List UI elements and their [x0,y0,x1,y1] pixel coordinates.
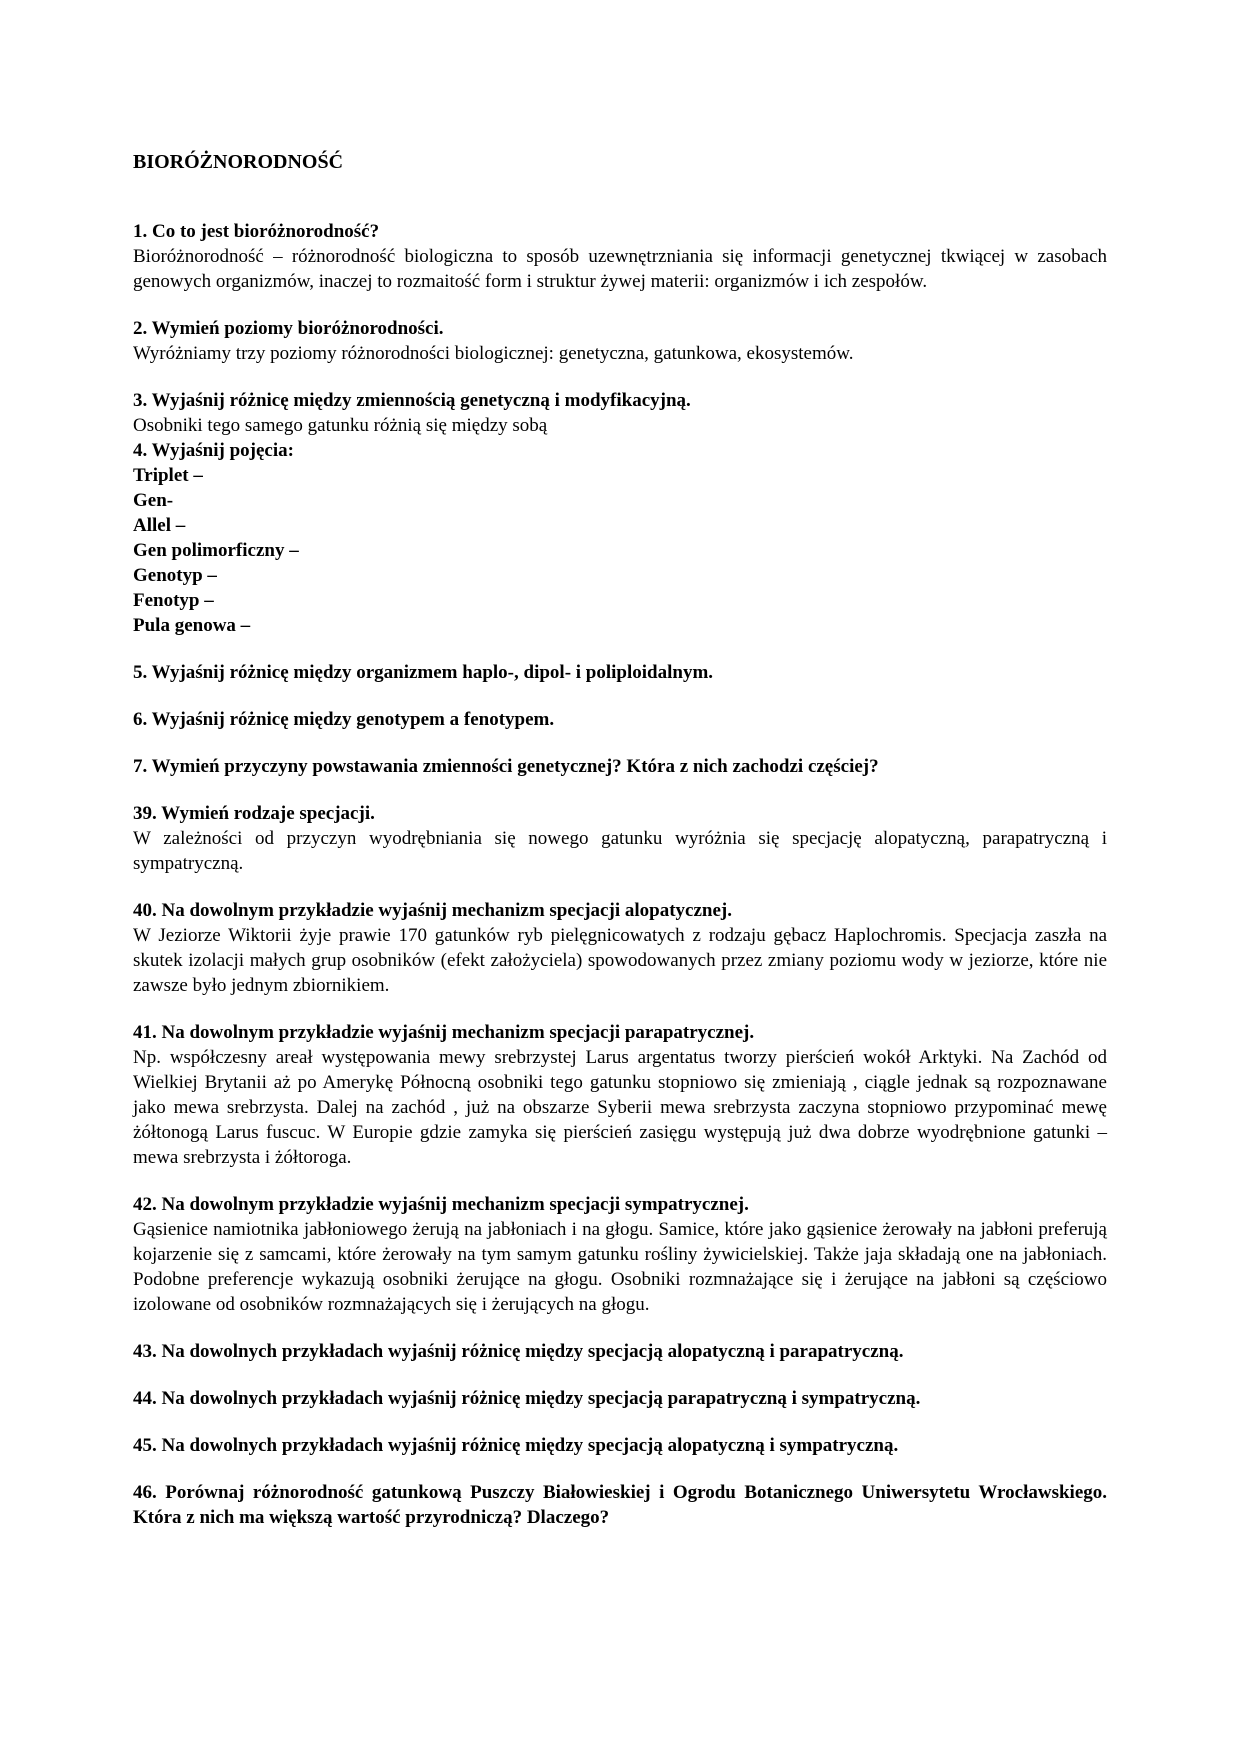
question-2-answer: Wyróżniamy trzy poziomy różnorodności biologicznej: genetyczna, gatunkowa, ekosystemów. [133,343,854,364]
question-45 [133,1433,1107,1458]
question-42-answer: Gąsienice namiotnika jabłoniowego żerują na jabłoniach i na głogu. Samice, które jako gąsienice żerowały na jabłoni preferują kojarzenie się z samcami, które żerowały na tym samym gatunku rośliny żywicielskiej. Także jaja składają one na jabłoniach. Podobne preferencje wykazują osobniki żerujące na głogu. Osobniki rozmnażające się i żerujące na jabłoni są częściowo izolowane od osobników rozmnażających się i żerujących na głogu. [133,1219,1107,1315]
document-title: BIORÓŻNORODNOŚĆ [133,151,344,173]
question-44 [133,1386,1107,1411]
term-fenotyp: Fenotyp – [133,590,214,611]
question-1-answer: Bioróżnorodność – różnorodność biologiczna to sposób uzewnętrzniania się informacji genetycznej tkwiącej w zasobach genowych organizmów, inaczej to rozmaitość form i struktur żywej materii: organizmów i ich zespołów. [133,246,1107,292]
question-6-heading: 6. Wyjaśnij różnicę między genotypem a fenotypem. [133,709,555,730]
question-43-heading: 43. Na dowolnych przykładach wyjaśnij różnicę między specjacją alopatyczną i parapatryczną. [133,1341,904,1362]
question-41 [133,1020,1107,1170]
question-46-heading: 46. Porównaj różnorodność gatunkową Puszczy Białowieskiej i Ogrodu Botanicznego Uniwersytetu Wrocławskiego. Która z nich ma większą wartość przyrodniczą? Dlaczego? [133,1482,1107,1528]
question-2 [133,316,1107,366]
question-39-heading: 39. Wymień rodzaje specjacji. [133,803,375,824]
question-7-heading: 7. Wymień przyczyny powstawania zmienności genetycznej? Która z nich zachodzi częściej? [133,756,879,777]
term-pula-genowa: Pula genowa – [133,615,251,636]
question-5 [133,660,1107,685]
question-7 [133,754,1107,779]
question-1-heading: 1. Co to jest bioróżnorodność? [133,221,380,242]
question-3-heading: 3. Wyjaśnij różnicę między zmiennością genetyczną i modyfikacyjną. [133,390,691,411]
question-43 [133,1339,1107,1364]
question-45-heading: 45. Na dowolnych przykładach wyjaśnij różnicę między specjacją alopatyczną i sympatryczną. [133,1435,899,1456]
question-2-heading: 2. Wymień poziomy bioróżnorodności. [133,318,444,339]
term-gen-polimorficzny: Gen polimorficzny – [133,540,299,561]
term-allel: Allel – [133,515,186,536]
question-1 [133,219,1107,294]
question-41-answer: Np. współczesny areał występowania mewy srebrzystej Larus argentatus tworzy pierścień wokół Arktyki. Na Zachód od Wielkiej Brytanii aż po Amerykę Północną osobniki tego gatunku stopniowo się zmieniają , ciągle jednak są rozpoznawane jako mewa srebrzysta. Dalej na zachód , już na obszarze Syberii mewa srebrzysta zaczyna stopniowo przypominać mewę żółtonogą Larus fuscuc. W Europie gdzie zamyka się pierścień zasięgu występują już dwa dobrze wyodrębnione gatunki – mewa srebrzysta i żółtoroga. [133,1047,1107,1168]
question-40 [133,898,1107,998]
question-39 [133,801,1107,876]
question-39-answer: W zależności od przyczyn wyodrębniania się nowego gatunku wyróżnia się specjację alopatyczną, parapatryczną i sympatryczną. [133,828,1107,874]
question-44-heading: 44. Na dowolnych przykładach wyjaśnij różnicę między specjacją parapatryczną i sympatryczną. [133,1388,921,1409]
term-triplet: Triplet – [133,465,203,486]
question-41-heading: 41. Na dowolnym przykładzie wyjaśnij mechanizm specjacji parapatrycznej. [133,1022,755,1043]
question-5-heading: 5. Wyjaśnij różnicę między organizmem haplo-, dipol- i poliploidalnym. [133,662,714,683]
question-40-answer: W Jeziorze Wiktorii żyje prawie 170 gatunków ryb pielęgnicowatych z rodzaju gębacz Haplochromis. Specjacja zaszła na skutek izolacji małych grup osobników (efekt założyciela) spowodowanych przez zmiany poziomu wody w jeziorze, które nie zawsze było jednym zbiornikiem. [133,925,1107,996]
term-gen: Gen- [133,490,174,511]
question-3-answer: Osobniki tego samego gatunku różnią się między sobą [133,415,548,436]
question-4-heading: 4. Wyjaśnij pojęcia: [133,440,294,461]
question-42 [133,1192,1107,1317]
question-42-heading: 42. Na dowolnym przykładzie wyjaśnij mechanizm specjacji sympatrycznej. [133,1194,749,1215]
question-40-heading: 40. Na dowolnym przykładzie wyjaśnij mechanizm specjacji alopatycznej. [133,900,732,921]
question-3-and-4 [133,388,1107,638]
term-genotyp: Genotyp – [133,565,217,586]
question-46 [133,1480,1107,1530]
question-6 [133,707,1107,732]
